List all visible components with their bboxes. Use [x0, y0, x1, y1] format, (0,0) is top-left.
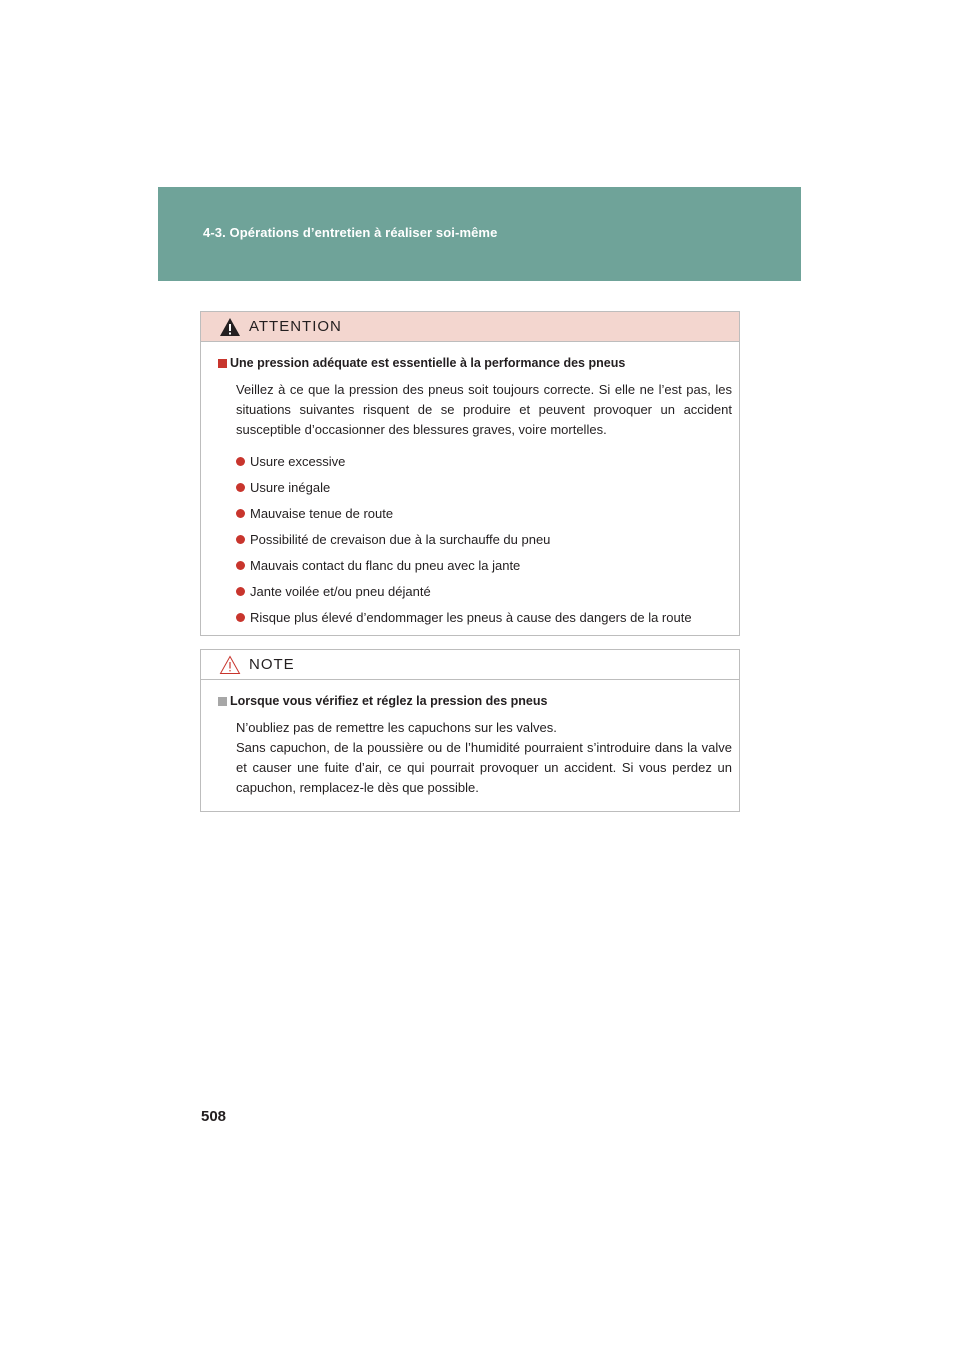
round-bullet-icon — [236, 587, 245, 596]
list-item: Risque plus élevé d’endommager les pneus à cause des dangers de la route — [236, 604, 732, 630]
attention-body — [201, 342, 739, 630]
note-heading — [218, 694, 732, 708]
note-body — [201, 680, 739, 798]
note-header — [201, 650, 739, 680]
note-line-1: N’oubliez pas de remettre les capuchons sur les valves. — [236, 720, 557, 735]
attention-paragraph: Veillez à ce que la pression des pneus soit toujours correcte. Si elle ne l’est pas, les situations suivantes risquent de se produire et peuvent provoquer un accident susceptible d’occasionner des blessures graves, voire mortelles. — [236, 382, 732, 437]
attention-header — [201, 312, 739, 342]
list-item: Jante voilée et/ou pneu déjanté — [236, 578, 732, 604]
attention-heading-text: Une pression adéquate est essentielle à la performance des pneus — [230, 356, 626, 370]
square-bullet-icon — [218, 359, 227, 368]
warning-outline-icon — [219, 655, 241, 675]
square-bullet-icon — [218, 697, 227, 706]
section-header-band — [158, 187, 801, 281]
list-item: Possibilité de crevaison due à la surchauffe du pneu — [236, 526, 732, 552]
attention-bullet-list — [236, 448, 732, 630]
list-item: Mauvais contact du flanc du pneu avec la jante — [236, 552, 732, 578]
note-paragraph — [236, 718, 732, 798]
list-item: Usure inégale — [236, 474, 732, 500]
attention-label: ATTENTION — [249, 318, 342, 335]
round-bullet-icon — [236, 535, 245, 544]
list-item: Usure excessive — [236, 448, 732, 474]
note-label: NOTE — [249, 656, 295, 673]
round-bullet-icon — [236, 457, 245, 466]
round-bullet-icon — [236, 509, 245, 518]
attention-box — [200, 311, 740, 636]
attention-heading — [218, 356, 732, 370]
round-bullet-icon — [236, 483, 245, 492]
list-item: Mauvaise tenue de route — [236, 500, 732, 526]
note-heading-text: Lorsque vous vérifiez et réglez la pression des pneus — [230, 694, 548, 708]
round-bullet-icon — [236, 613, 245, 622]
note-box — [200, 649, 740, 812]
page-number: 508 — [201, 1108, 227, 1125]
note-line-2: Sans capuchon, de la poussière ou de l’humidité pourraient s’introduire dans la valve et causer une fuite d’air, ce qui pourrait provoquer un accident. Si vous perdez un capuchon, remplacez-le dès que possible. — [236, 740, 732, 795]
warning-triangle-icon — [219, 317, 241, 337]
round-bullet-icon — [236, 561, 245, 570]
section-title: 4-3. Opérations d’entretien à réaliser soi-même — [203, 225, 498, 240]
